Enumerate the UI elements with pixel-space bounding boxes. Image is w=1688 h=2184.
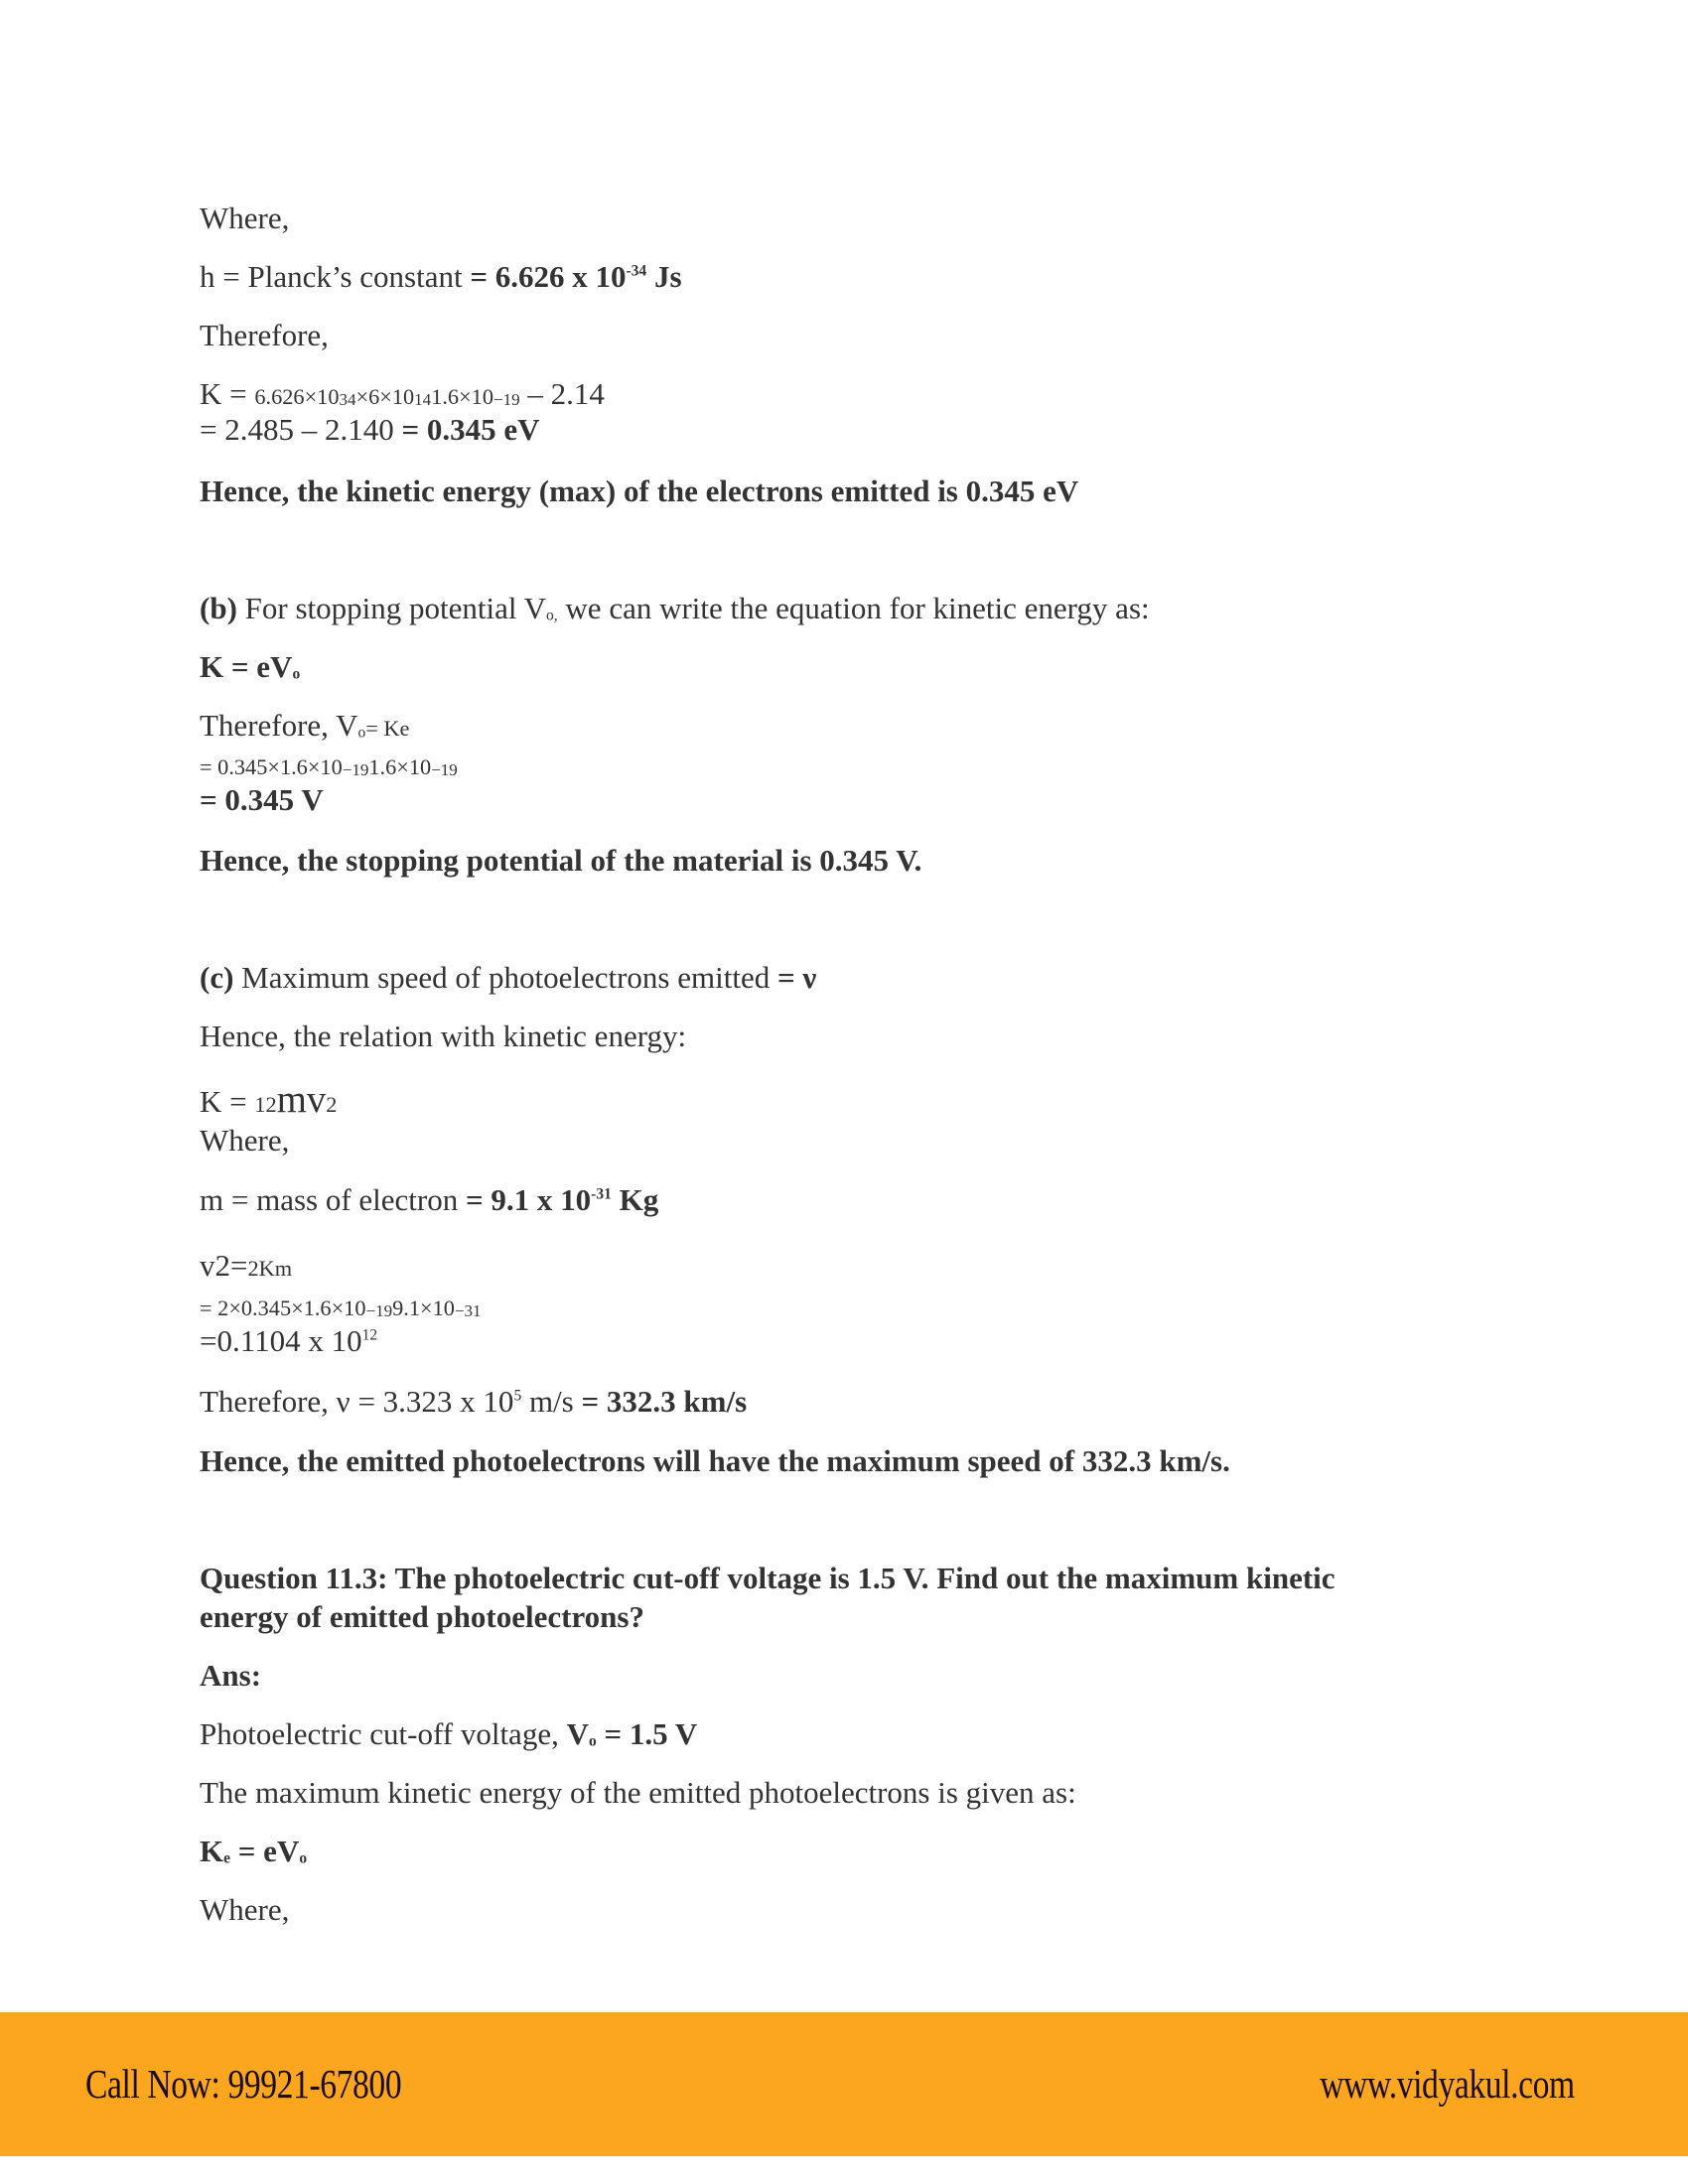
subscript: o, [546,607,558,624]
mass-unit: Kg [611,1182,659,1217]
eq-part: = 0.345×1.6×10 [200,754,343,779]
eq-part: −19 [342,759,369,779]
eq-part: 34 [339,389,356,409]
part-c-intro [200,960,816,996]
text: Therefore, V [200,708,358,743]
where-label: Where, [200,201,290,235]
eq-part: 12 [254,1092,277,1117]
eq-part: 9.1×10 [392,1296,455,1320]
cutoff-voltage-line [200,1716,697,1752]
footer-banner [0,2012,1688,2156]
electron-mass-line [200,1182,658,1218]
therefore-vo-line [200,708,409,747]
max-ke-text: The maximum kinetic energy of the emitted photoelectrons is given as: [200,1775,1076,1810]
text: = eV [230,1834,300,1868]
eq-part: K = [200,1084,255,1119]
text: K = eV [200,649,293,684]
subscript: o [292,665,301,683]
planck-value: = 6.626 x 10 [470,259,627,294]
answer-label: Ans: [200,1658,262,1693]
velocity-result-line [200,1384,747,1420]
calc-text: = 2.485 – 2.140 [200,412,402,447]
text: we can write the equation for kinetic energy as: [557,591,1150,625]
text: For stopping potential V [236,591,547,625]
symbol: K [200,1834,224,1868]
part-b-intro [200,591,1150,626]
eq-part: 14 [414,389,432,409]
kinetic-energy-result [200,412,540,448]
text: = Ke [365,716,410,741]
ke-equals-ev [200,1834,307,1869]
eq-part: =0.1104 x 10 [200,1323,362,1358]
symbol: V [566,1716,589,1751]
mass-value: = 9.1 x 10 [466,1182,592,1217]
planck-label: h = Planck’s constant [200,259,471,294]
planck-exponent: -34 [626,262,647,280]
exponent: 5 [513,1387,522,1405]
text: Therefore, ν = 3.323 x 10 [200,1384,514,1419]
eq-part: mv [276,1078,327,1121]
part-label: (b) [200,591,237,625]
conclusion-a: Hence, the kinetic energy (max) of the electrons emitted is 0.345 eV [200,474,1079,508]
mass-label: m = mass of electron [200,1182,466,1217]
eq-part: ×6×10 [355,384,415,409]
planck-constant-line [200,259,682,295]
subscript: o [299,1849,308,1867]
velocity-value: = 332.3 km/s [581,1384,748,1419]
k-half-mv2 [200,1078,338,1123]
eq-part: −19 [431,759,458,779]
mass-exponent: -31 [591,1185,612,1203]
question-line-2: energy of emitted photoelectrons? [200,1599,644,1634]
eq-part: −19 [492,389,520,409]
eq-part: 2 [326,1092,338,1117]
eq-part: – 2.14 [519,376,605,411]
result-value: = 0.345 eV [401,412,540,447]
text: Maximum speed of photoelectrons emitted [233,960,777,995]
eq-part: −31 [454,1300,482,1320]
subscript: o [357,724,366,742]
relation-text: Hence, the relation with kinetic energy: [200,1019,687,1053]
label: Photoelectric cut-off voltage, [200,1716,567,1751]
eq-part: 1.6×10 [368,754,432,779]
subscript: o [588,1732,597,1750]
v-squared-result [200,1323,377,1359]
text: m/s [521,1384,582,1419]
conclusion-c: Hence, the emitted photoelectrons will have the maximum speed of 332.3 km/s. [200,1443,1230,1478]
k-equals-ev [200,649,300,685]
vo-result: = 0.345 V [200,782,324,817]
value: = ν [776,960,817,995]
exponent: 12 [361,1326,378,1344]
eq-part: 2Km [247,1256,293,1281]
eq-part: = 2×0.345×1.6×10 [200,1296,366,1320]
planck-unit: Js [646,259,682,294]
eq-part: −19 [365,1300,393,1320]
value: = 1.5 V [596,1716,698,1751]
eq-part: 6.626×10 [254,384,340,409]
part-label: (c) [200,960,234,995]
call-now-phone[interactable]: Call Now: 99921-67800 [85,2061,402,2107]
eq-part: K = [200,376,255,411]
subscript: e [223,1849,231,1867]
question-line-1: Question 11.3: The photoelectric cut-off voltage is 1.5 V. Find out the maximum kinetic [200,1561,1336,1595]
conclusion-b: Hence, the stopping potential of the material is 0.345 V. [200,843,922,878]
where-label-2: Where, [200,1123,290,1158]
website-link[interactable]: www.vidyakul.com [1320,2061,1575,2107]
v-squared-equation [200,1248,292,1287]
eq-part: 1.6×10 [431,384,493,409]
where-label-3: Where, [200,1892,290,1927]
therefore-label: Therefore, [200,318,329,352]
eq-part: v2= [200,1248,248,1283]
